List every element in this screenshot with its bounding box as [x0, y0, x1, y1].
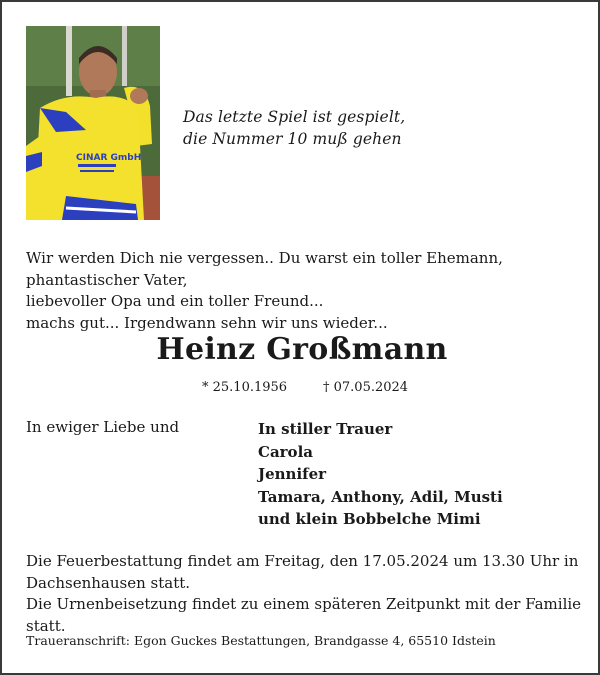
- quote-line-2: die Nummer 10 muß gehen: [183, 130, 402, 148]
- mourning-address: Traueranschrift: Egon Guckes Bestattungen, Brandgasse 4, 65510 Idstein: [26, 633, 496, 648]
- funeral-line-1: Die Feuerbestattung findet am Freitag, den 17.05.2024 um 13.30 Uhr in: [26, 552, 579, 570]
- funeral-line-3: Die Urnenbeisetzung findet zu einem späteren Zeitpunkt mit der Familie statt.: [26, 595, 582, 635]
- quote-line-1: Das letzte Spiel ist gespielt,: [183, 108, 406, 126]
- intro-line-3: machs gut... Irgendwann sehn wir uns wieder...: [26, 313, 388, 332]
- mourner-line: und klein Bobbelche Mimi: [258, 510, 481, 529]
- birth-date: * 25.10.1956: [202, 380, 288, 395]
- funeral-info: [26, 551, 586, 637]
- mourner-line: In stiller Trauer: [258, 420, 393, 438]
- intro-line-1: Wir werden Dich nie vergessen.. Du warst ein toller Ehemann, phantastischer Vater,: [26, 249, 503, 289]
- death-date: † 07.05.2024: [323, 380, 409, 395]
- intro-line-2: liebevoller Opa und ein toller Freund...: [26, 292, 324, 310]
- mourner-line: Jennifer: [258, 465, 327, 484]
- mourner-line: Tamara, Anthony, Adil, Musti: [258, 487, 503, 506]
- mourner-line: Carola: [258, 442, 313, 461]
- intro-text: [26, 248, 586, 334]
- shirt-sponsor-text: CINAR GmbH: [76, 153, 142, 163]
- eternal-love-line: In ewiger Liebe und: [26, 418, 180, 436]
- portrait-photo: [26, 26, 160, 220]
- mourners-list: [258, 418, 503, 531]
- memorial-quote: [183, 106, 405, 150]
- deceased-name: Heinz Großmann: [156, 332, 448, 367]
- funeral-line-2: Dachsenhausen statt.: [26, 573, 191, 592]
- portrait-image: [26, 26, 160, 220]
